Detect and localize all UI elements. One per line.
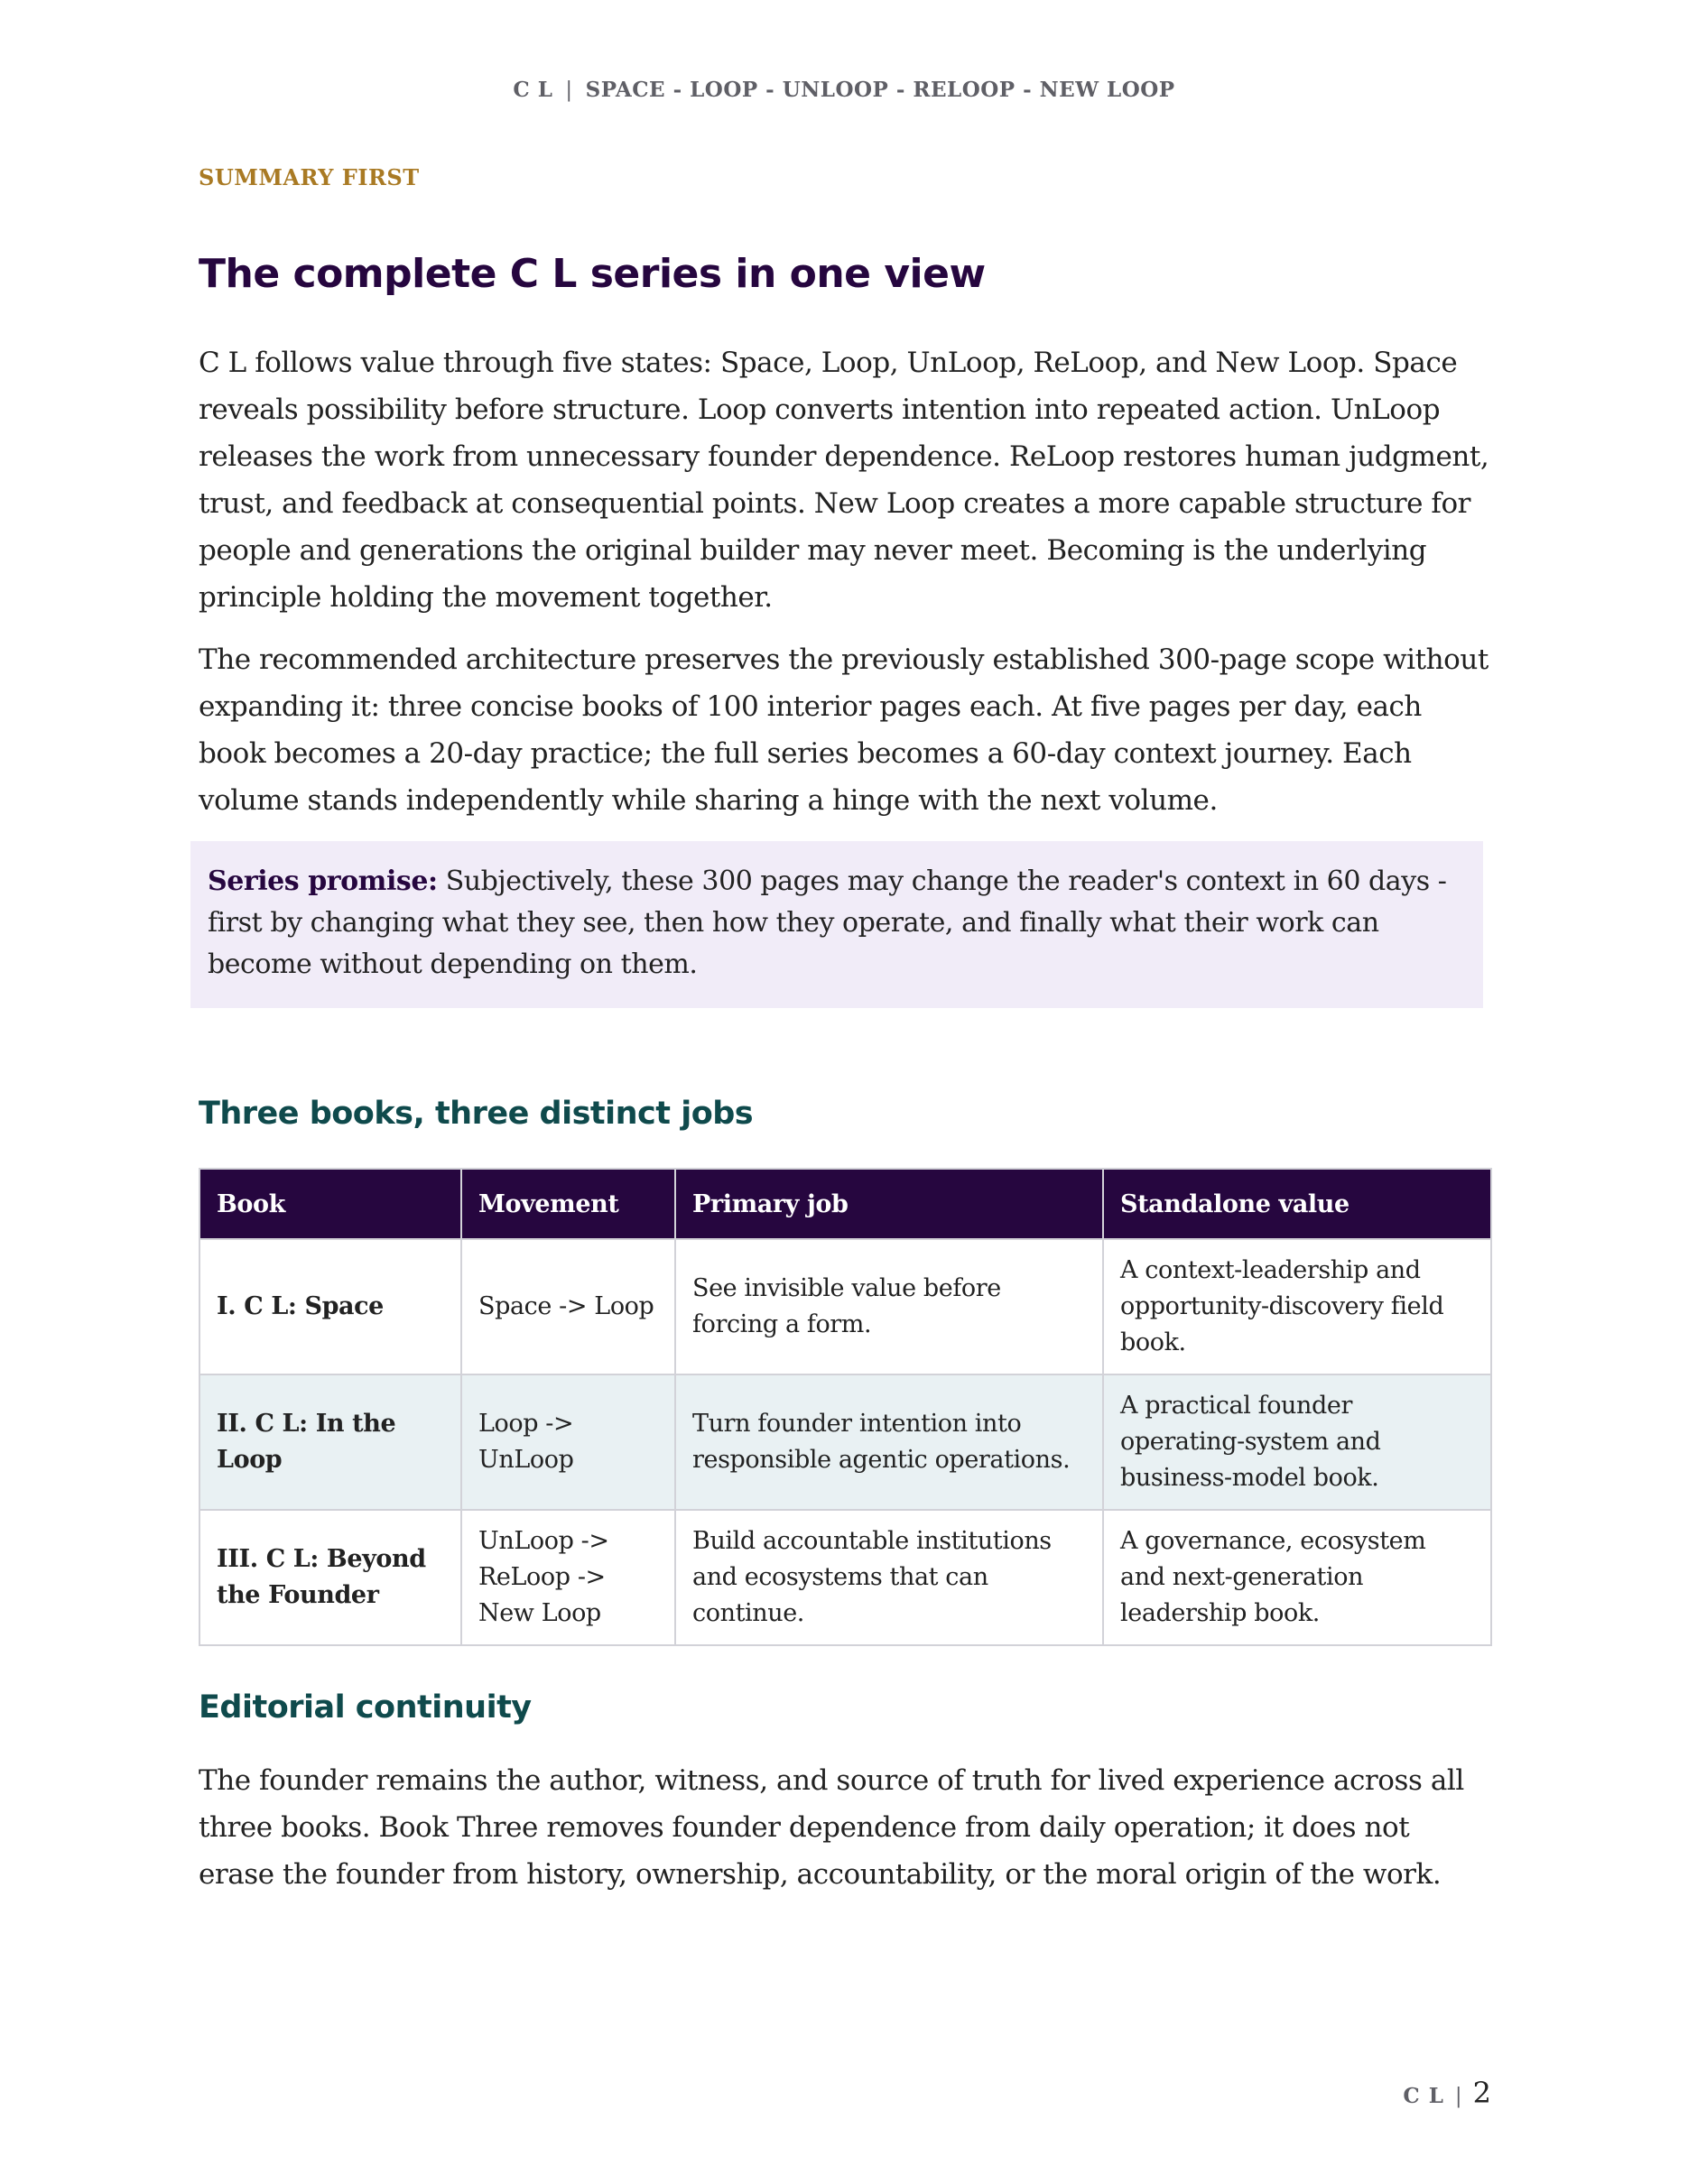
- footer-brand: C L: [1403, 2084, 1444, 2108]
- column-header-primary-job: Primary job: [675, 1169, 1103, 1239]
- book-cell: III. C L: Beyond the Founder: [199, 1510, 461, 1645]
- continuity-paragraph: The founder remains the author, witness, and source of truth for lived experience across all three books. Book Three removes founder dependence from daily operation; it does not erase the founder from history, ownership, accountability, or the moral origin of the work.: [199, 1764, 1464, 1891]
- standalone-value-cell: A practical founder operating-system and business-model book.: [1103, 1374, 1491, 1510]
- header-tagline: SPACE - LOOP - UNLOOP - RELOOP - NEW LOOP: [585, 78, 1175, 102]
- header-separator: |: [565, 79, 573, 102]
- standalone-value-cell: A governance, ecosystem and next-generation leadership book.: [1103, 1510, 1491, 1645]
- callout-lead: Series promise:: [208, 865, 438, 897]
- table-header-row: [199, 1169, 1491, 1239]
- series-promise-callout: [190, 841, 1483, 1008]
- architecture-paragraph: The recommended architecture preserves the previously established 300-page scope without expanding it: three concise books of 100 interior pages each. At five pages per day, each book becomes a 20-day practice; the full series becomes a 60-day context journey. Each volume stands independently while sharing a hinge with the next volume.: [199, 643, 1489, 817]
- continuity-section-heading: Editorial continuity: [199, 1689, 532, 1726]
- callout-text: Subjectively, these 300 pages may change the reader's context in 60 days - first by changing what they see, then how they operate, and finally what their work can become without depending on them.: [208, 865, 1447, 980]
- intro-paragraph: C L follows value through five states: Space, Loop, UnLoop, ReLoop, and New Loop. Space reveals possibility before structure. Loop converts intention into repeated action. UnLoop releases the work from unnecessary founder dependence. ReLoop restores human judgment, trust, and feedback at consequential points. New Loop creates a more capable structure for people and generations the original builder may never meet. Becoming is the underlying principle holding the movement together.: [199, 347, 1489, 614]
- page-number: 2: [1472, 2076, 1491, 2110]
- running-header: [0, 78, 1688, 102]
- standalone-value-cell: A context-leadership and opportunity-discovery field book.: [1103, 1239, 1491, 1374]
- header-brand: C L: [513, 78, 553, 102]
- primary-job-cell: See invisible value before forcing a form.: [675, 1239, 1103, 1374]
- page-footer: [1403, 2076, 1491, 2110]
- books-table: [199, 1168, 1492, 1646]
- primary-job-cell: Build accountable institutions and ecosystems that can continue.: [675, 1510, 1103, 1645]
- footer-separator: |: [1454, 2085, 1462, 2108]
- movement-cell: UnLoop -> ReLoop -> New Loop: [461, 1510, 675, 1645]
- section-kicker: SUMMARY FIRST: [199, 164, 420, 190]
- books-section-heading: Three books, three distinct jobs: [199, 1096, 754, 1132]
- primary-job-cell: Turn founder intention into responsible agentic operations.: [675, 1374, 1103, 1510]
- column-header-standalone-value: Standalone value: [1103, 1169, 1491, 1239]
- column-header-book: Book: [199, 1169, 461, 1239]
- movement-cell: Loop -> UnLoop: [461, 1374, 675, 1510]
- book-cell: II. C L: In the Loop: [199, 1374, 461, 1510]
- table-row: [199, 1510, 1491, 1645]
- page-title: The complete C L series in one view: [199, 251, 986, 297]
- book-cell: I. C L: Space: [199, 1239, 461, 1374]
- table-row: [199, 1239, 1491, 1374]
- movement-cell: Space -> Loop: [461, 1239, 675, 1374]
- column-header-movement: Movement: [461, 1169, 675, 1239]
- table-row: [199, 1374, 1491, 1510]
